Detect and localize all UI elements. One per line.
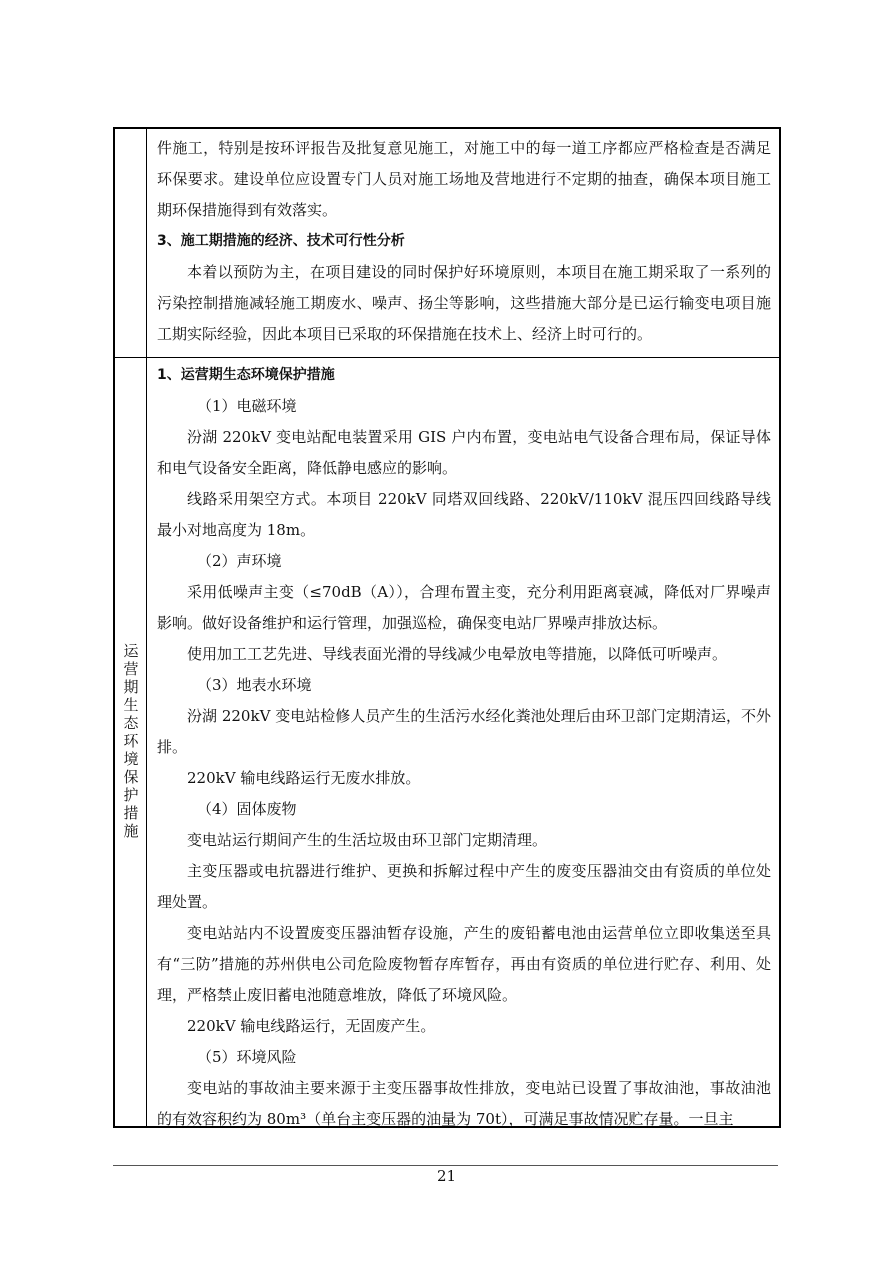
- paragraph: 汾湖 220kV 变电站检修人员产生的生活污水经化粪池处理后由环卫部门定期清运，不外排。: [157, 707, 771, 756]
- paragraph: 主变压器或电抗器进行维护、更换和拆解过程中产生的废变压器油交由有资质的单位处理处置。: [157, 862, 771, 911]
- subsection-heading: （4）固体废物: [197, 800, 297, 818]
- paragraph: 使用加工工艺先进、导线表面光滑的导线减少电晕放电等措施，以降低可听噪声。: [187, 645, 728, 663]
- paragraph: 线路采用架空方式。本项目 220kV 同塔双回线路、220kV/110kV 混压四回线路导线最小对地高度为 18m。: [157, 490, 771, 539]
- column-divider: [146, 129, 147, 1126]
- paragraph: 变电站站内不设置废变压器油暂存设施，产生的废铅蓄电池由运营单位立即收集送至具有“三防”措施的苏州供电公司危险废物暂存库暂存，再由有资质的单位进行贮存、利用、处理，严格禁止废旧蓄电池随意堆放，降低了环境风险。: [157, 924, 771, 1004]
- row-label-cell: [115, 358, 146, 1126]
- subsection-heading: （1）电磁环境: [197, 397, 297, 415]
- subsection-heading: （5）环境风险: [197, 1048, 297, 1066]
- paragraph: 变电站的事故油主要来源于主变压器事故性排放，变电站已设置了事故油池，事故油池的有效容积约为 80m³（单台主变压器的油量为 70t），可满足事故情况贮存量。一旦主: [157, 1079, 771, 1128]
- row-divider: [115, 357, 779, 358]
- section-heading: 1、运营期生态环境保护措施: [157, 367, 335, 383]
- paragraph: 220kV 输电线路运行，无固废产生。: [187, 1017, 436, 1035]
- subsection-heading: （2）声环境: [197, 552, 282, 570]
- subsection-heading: （3）地表水环境: [197, 676, 312, 694]
- section-heading: 3、施工期措施的经济、技术可行性分析: [157, 233, 405, 249]
- operation-period-label: 运营期生态环境保护措施: [121, 643, 140, 841]
- paragraph: 汾湖 220kV 变电站配电装置采用 GIS 户内布置，变电站电气设备合理布局，保证导体和电气设备安全距离，降低静电感应的影响。: [157, 428, 771, 477]
- paragraph: 件施工，特别是按环评报告及批复意见施工，对施工中的每一道工序都应严格检查是否满足环保要求。建设单位应设置专门人员对施工场地及营地进行不定期的抽查，确保本项目施工期环保措施得到有效落实。: [157, 139, 771, 219]
- construction-measures-cell: [157, 133, 771, 350]
- page-number: 21: [436, 1167, 457, 1185]
- paragraph: 220kV 输电线路运行无废水排放。: [187, 769, 421, 787]
- content-table: [113, 127, 781, 1128]
- paragraph: 本着以预防为主，在项目建设的同时保护好环境原则，本项目在施工期采取了一系列的污染控制措施减轻施工期废水、噪声、扬尘等影响，这些措施大部分是已运行输变电项目施工期实际经验，因此本项目已采取的环保措施在技术上、经济上时可行的。: [157, 263, 771, 343]
- paragraph: 采用低噪声主变（≤70dB（A）），合理布置主变，充分利用距离衰减，降低对厂界噪声影响。做好设备维护和运行管理，加强巡检，确保变电站厂界噪声排放达标。: [157, 583, 771, 632]
- operation-measures-cell: [157, 360, 771, 1135]
- paragraph: 变电站运行期间产生的生活垃圾由环卫部门定期清理。: [187, 831, 548, 849]
- footer-rule: [113, 1165, 778, 1166]
